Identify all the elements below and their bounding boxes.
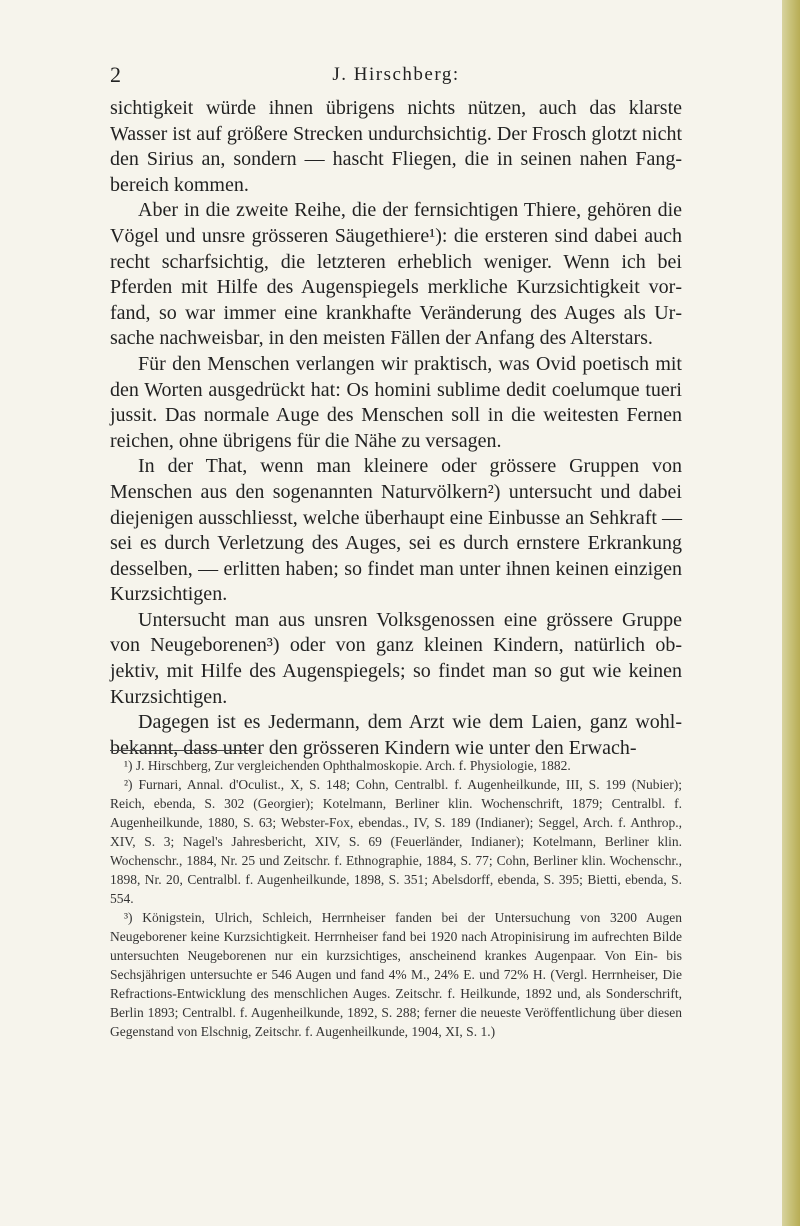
paragraph-5: Untersucht man aus unsren Volksgenossen eine grössere Gruppe von Neugeborenen³) oder von ganz kleinen Kindern, natürlich objektiv, mit Hilfe des Augenspiegels; so findet man so gut wie keinen Kurzsichtigen. <box>110 608 682 708</box>
footnote-divider <box>110 750 256 751</box>
book-spine-edge <box>782 0 800 1226</box>
footnotes <box>110 756 682 1041</box>
paragraph-2: Aber in die zweite Reihe, die der fernsichtigen Thiere, gehören die Vögel und unsre grösseren Säugethiere¹): die ersteren sind dabei auch recht scharfsichtig, die letzteren erheblich weniger. Wenn ich bei Pferden mit Hilfe des Augenspiegels merkliche Kurzsichtigkeit vorfand, so war immer eine krankhafte Veränderung des Auges als Ursache nachweisbar, in den meisten Fällen der Anfang des Alterstars. <box>110 199 682 350</box>
paragraph-3: Für den Menschen verlangen wir praktisch, was Ovid poetisch mit den Worten ausgedrückt hat: Os homini sublime dedit coelumque tueri jussit. Das normale Auge des Menschen soll in die weitesten Fernen reichen, ohne übrigens für die Nähe zu versagen. <box>110 352 682 452</box>
footnote-3: ³) Königstein, Ulrich, Schleich, Herrnheiser fanden bei der Untersuchung von 3200 Augen Neugeborener keine Kurzsichtigkeit. Herrnheiser fand bei 1920 nach Atropinisirung im aufrechten Bilde untersuchten Neugeborenen nur ein kurzsichtiges, anscheinend krankes Augenpaar. Von Ein- bis Sechsjährigen untersuchte er 546 Augen und fand 4% M., 24% E. und 72% H. (Vergl. Herrnheiser, Die Refractions-Entwicklung des menschlichen Auges. Zeitschr. f. Heilkunde, 1892 und, als Sonderschrift, Berlin 1893; Centralbl. f. Augenheilkunde, 1892, S. 288; ferner die neueste Veröffentlichung über diesen Gegenstand von Elschnig, Zeitschr. f. Augenheilkunde, 1904, XI, S. 1.) <box>110 910 682 1039</box>
paragraph-1: sichtigkeit würde ihnen übrigens nichts nützen, auch das klarste Wasser ist auf größere Strecken undurchsichtig. Der Frosch glotzt nicht den Sirius an, sondern — hascht Fliegen, die in seinen nahen Fangbereich kommen. <box>110 97 682 196</box>
footnote-2: ²) Furnari, Annal. d'Oculist., X, S. 148; Cohn, Centralbl. f. Augenheilkunde, III, S. 199 (Nubier); Reich, ebenda, S. 302 (Georgier); Kotelmann, Berliner klin. Wochenschrift, 1879; Centralbl. f. Augenheilkunde, 1880, S. 63; Webster-Fox, ebendas., IV, S. 189 (Indianer); Seggel, Arch. f. Anthrop., XIV, S. 3; Nagel's Jahresbericht, XIV, S. 69 (Feuerländer, Indianer); Kotelmann, Berliner klin. Wochenschr., 1884, Nr. 25 und Zeitschr. f. Ethnographie, 1884, S. 77; Cohn, Berliner klin. Wochenschr., 1898, Nr. 20, Centralbl. f. Augenheilkunde, 1898, S. 351; Abelsdorff, ebenda, S. 395; Bietti, ebenda, S. 554. <box>110 777 682 906</box>
paragraph-4: In der That, wenn man kleinere oder grössere Gruppen von Menschen aus den sogenannten Naturvölkern²) untersucht und dabei diejenigen ausschliesst, welche überhaupt eine Einbusse an Sehkraft — sei es durch Verletzung des Auges, sei es durch ernstere Erkrankung desselben, — erlitten haben; so findet man unter ihnen keinen einzigen Kurzsichtigen. <box>110 455 682 606</box>
page-number: 2 <box>110 62 121 87</box>
page-header <box>110 62 682 88</box>
main-text <box>110 96 682 761</box>
paragraph-6: Dagegen ist es Jedermann, dem Arzt wie dem Laien, ganz wohlbekannt, dass unter den grösseren Kindern wie unter den Erwach- <box>110 711 682 759</box>
footnote-1: ¹) J. Hirschberg, Zur vergleichenden Ophthalmoskopie. Arch. f. Physiologie, 1882. <box>124 758 571 773</box>
running-title: J. Hirschberg: <box>332 64 460 85</box>
